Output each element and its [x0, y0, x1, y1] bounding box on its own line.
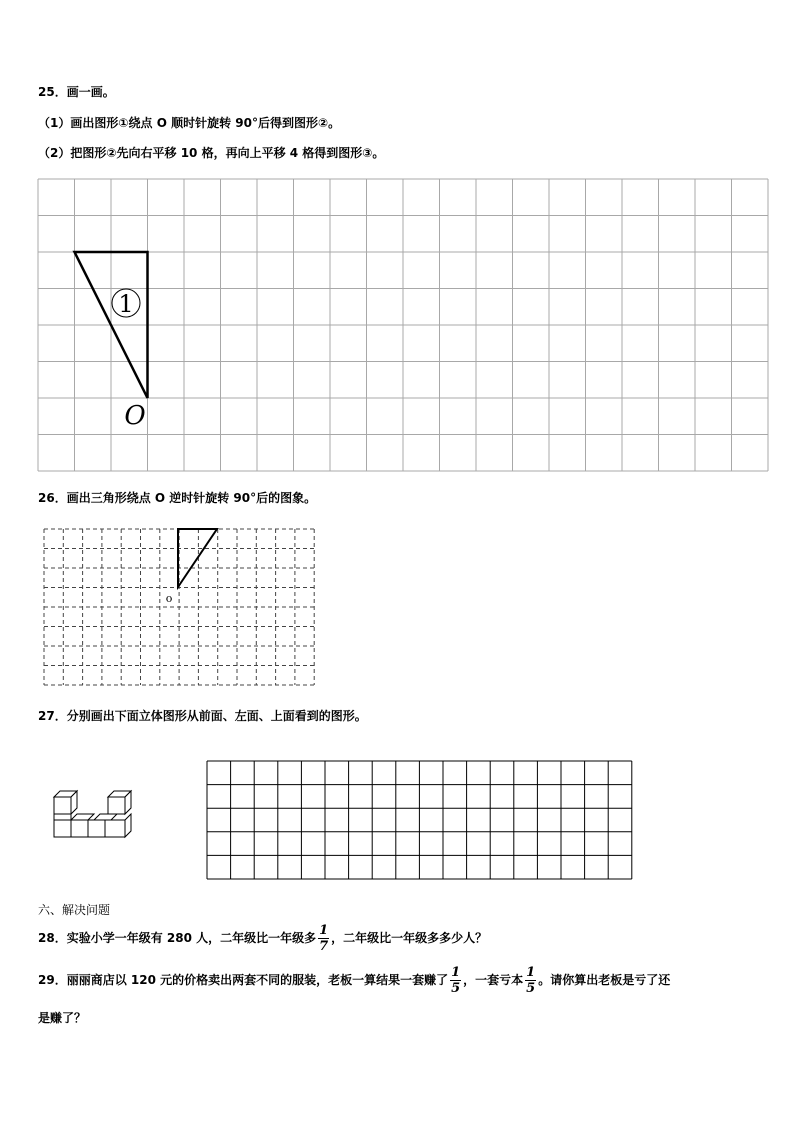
q27-grid[interactable]: [207, 761, 632, 879]
q29-text: [38, 964, 670, 996]
shape-1-label: 1: [118, 290, 134, 318]
q27-title: 27．分别画出下面立体图形从前面、左面、上面看到的图形。: [38, 709, 367, 723]
q29-fraction-2: [525, 965, 536, 996]
q28-text-a: 28．实验小学一年级有 280 人，二年级比一年级多: [38, 931, 317, 945]
q29-text-a: 29．丽丽商店以 120 元的价格卖出两套不同的服装，老板一算结果一套赚了: [38, 973, 449, 987]
cube-figure: [46, 782, 136, 848]
q26-grid[interactable]: [44, 529, 314, 685]
q29-fraction-1: [450, 965, 461, 996]
q25-title: 25．画一画。: [38, 85, 115, 99]
q28-text: [38, 922, 487, 954]
q29-text-b: ，一套亏本: [463, 973, 524, 987]
q29-frac2-num: 1: [526, 965, 536, 980]
q26-triangle: [178, 529, 217, 587]
point-o-label: O: [124, 401, 146, 431]
q26-title: 26．画出三角形绕点 O 逆时针旋转 90°后的图象。: [38, 491, 317, 505]
q29-frac1-den: 5: [451, 981, 461, 996]
q29-frac1-num: 1: [451, 965, 461, 980]
q28-fraction: [318, 923, 329, 954]
q25-sub2: （2）把图形②先向右平移 10 格，再向上平移 4 格得到图形③。: [38, 146, 385, 160]
q29-frac2-den: 5: [526, 981, 536, 996]
q28-frac-num: 1: [319, 923, 329, 938]
section-6-title: 六、解决问题: [38, 903, 111, 917]
q28-frac-den: 7: [319, 939, 329, 954]
q28-text-b: ，二年级比一年级多多少人？: [331, 931, 488, 945]
q29-text-c: 。请你算出老板是亏了还: [538, 973, 671, 987]
q29-text-d: 是赚了？: [38, 1011, 87, 1025]
q26-point-o-label: o: [165, 592, 173, 605]
q25-grid[interactable]: [38, 179, 769, 471]
q25-sub1: （1）画出图形①绕点 O 顺时针旋转 90°后得到图形②。: [38, 116, 341, 130]
